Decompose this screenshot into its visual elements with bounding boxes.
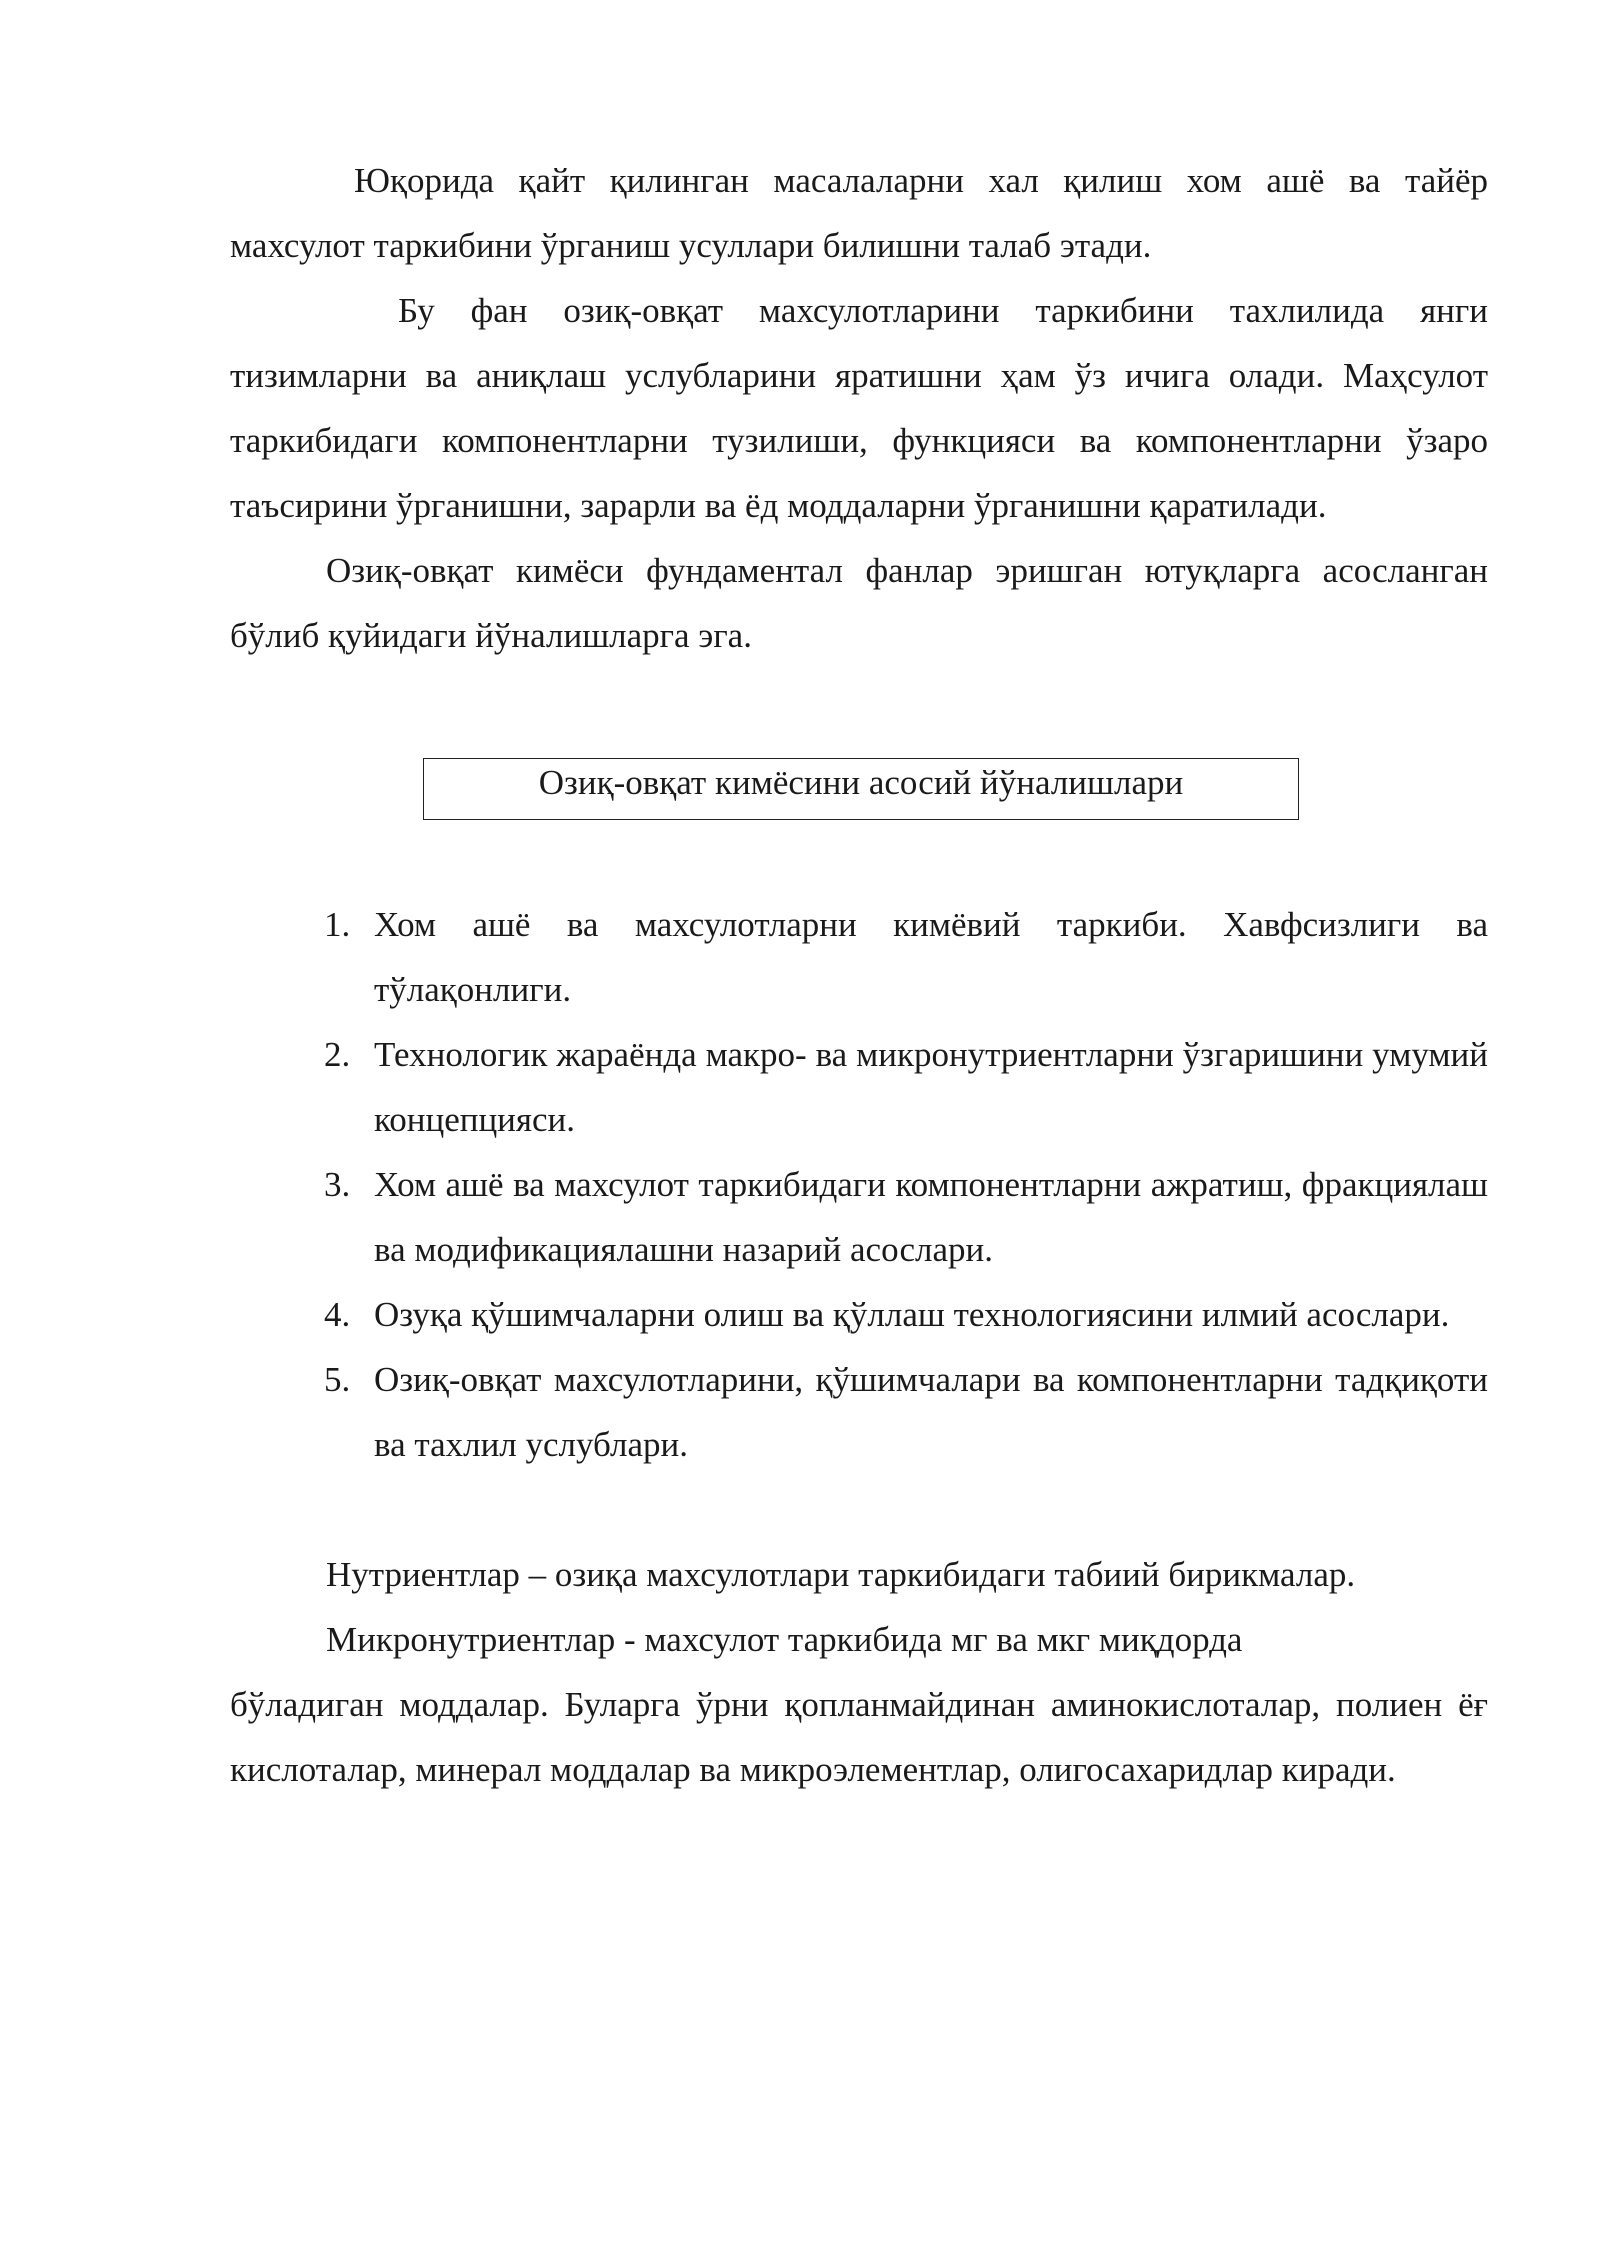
- list-item: [230, 892, 1488, 1022]
- list-number: 3.: [324, 1165, 351, 1204]
- paragraph-3: Озиқ-овқат кимёси фундаментал фанлар эришган ютуқларга асосланган бўлиб қуйидаги йўналишларга эга.: [230, 551, 1488, 655]
- section-title-box: Озиқ-овқат кимёсини асосий йўналишлари: [423, 758, 1299, 820]
- definition-micronutrients-line2: бўладиган моддалар. Буларга ўрни қопланмайдинан аминокислоталар, полиен ёғ кислоталар, минерал моддалар ва микроэлементлар, олигосахаридлар киради.: [230, 1685, 1488, 1789]
- list-item: [230, 1022, 1488, 1152]
- list-number: 2.: [324, 1035, 351, 1074]
- list-number: 1.: [324, 905, 351, 944]
- spacer: [230, 1477, 1488, 1542]
- paragraph-2: Бу фан озиқ-овқат махсулотларини таркибини тахлилида янги тизимларни ва аниқлаш услубларини яратишни ҳам ўз ичига олади. Маҳсулот таркибидаги компонентларни тузилиши, функцияси ва компонентларни ўзаро таъсирини ўрганишни, зарарли ва ёд моддаларни ўрганишни қаратилади.: [230, 291, 1488, 525]
- paragraph-1: Юқорида қайт қилинган масалаларни хал қилиш хом ашё ва тайёр махсулот таркибини ўрганиш усуллари билишни талаб этади.: [230, 161, 1488, 265]
- list-item-text: Технологик жараёнда макро- ва микронутриентларни ўзгаришини умумий концепцияси.: [374, 1035, 1488, 1139]
- list-item-text: Хом ашё ва махсулотларни кимёвий таркиби. Хавфсизлиги ва тўлақонлиги.: [374, 905, 1488, 1009]
- list-item-text: Озуқа қўшимчаларни олиш ва қўллаш технологиясини илмий асослари.: [374, 1295, 1450, 1334]
- list-item-text: Хом ашё ва махсулот таркибидаги компонентларни ажратиш, фракциялаш ва модификациялашни назарий асослари.: [374, 1165, 1488, 1269]
- list-number: 4.: [324, 1295, 351, 1334]
- definition-micronutrients-line1: Микронутриентлар - махсулот таркибида мг ва мкг миқдорда: [326, 1620, 1243, 1659]
- document-page: [230, 148, 1488, 1802]
- list-item: [230, 1282, 1488, 1347]
- list-item-text: Озиқ-овқат махсулотларини, қўшимчалари ва компонентларни тадқиқоти ва тахлил услублари.: [374, 1360, 1488, 1464]
- list-number: 5.: [324, 1360, 351, 1399]
- directions-list: [230, 892, 1488, 1477]
- list-item: [230, 1347, 1488, 1477]
- list-item: [230, 1152, 1488, 1282]
- spacer: [230, 668, 1488, 758]
- definition-nutrients: Нутриентлар – озиқа махсулотлари таркибидаги табиий бирикмалар.: [326, 1555, 1356, 1594]
